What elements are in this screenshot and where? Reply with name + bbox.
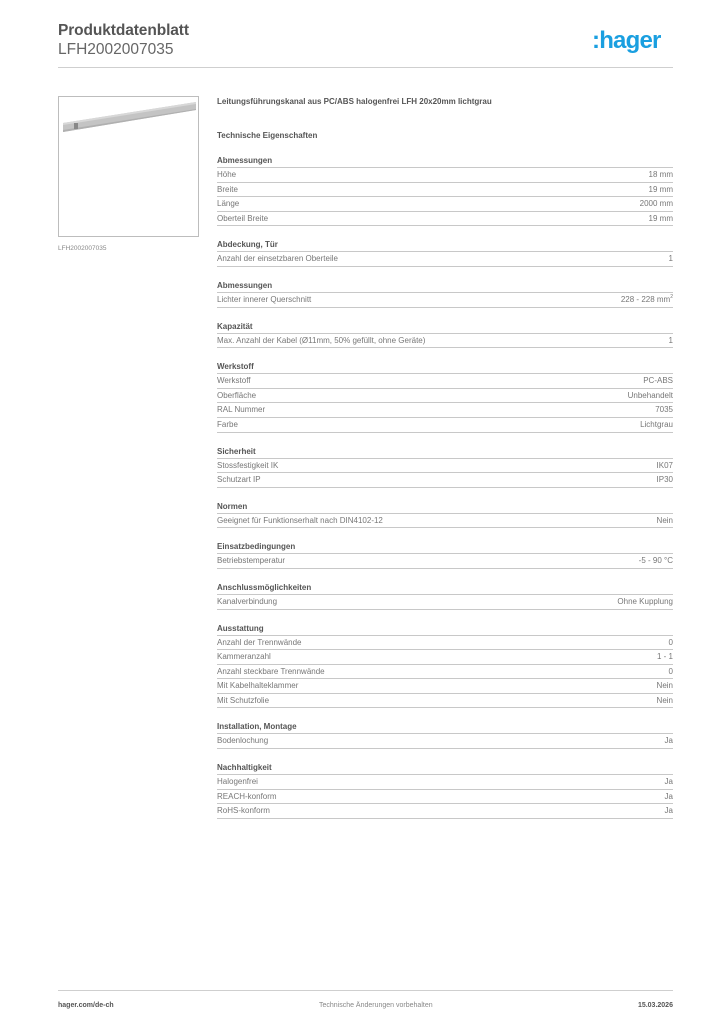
property-value (639, 554, 673, 568)
property-value (649, 212, 673, 226)
property-label: Betriebstemperatur (217, 556, 286, 566)
property-value (628, 389, 673, 403)
disclaimer: Technische Änderungen vorbehalten (318, 1001, 433, 1009)
property-row (217, 252, 673, 267)
property-label: Mit Schutzfolie (217, 695, 270, 705)
property-value (657, 473, 673, 487)
property-value (649, 168, 673, 182)
property-value-text: Unbehandelt (627, 390, 673, 400)
property-row (217, 374, 673, 389)
property-value (665, 804, 673, 818)
property-value (640, 197, 673, 211)
property-row (217, 197, 673, 212)
property-row (217, 212, 673, 227)
section-title: Abmessungen (217, 280, 673, 293)
property-section (217, 582, 673, 610)
section-title: Abdeckung, Tür (217, 239, 673, 252)
property-label: Mit Kabelhalteklammer (217, 681, 299, 691)
property-value-text: 0 (668, 637, 673, 647)
property-row (217, 734, 673, 749)
property-row (217, 804, 673, 819)
property-value (655, 403, 673, 417)
property-row (217, 636, 673, 651)
property-row (217, 168, 673, 183)
document-header (58, 22, 189, 59)
property-section (217, 623, 673, 709)
property-row (217, 790, 673, 805)
header-divider (58, 67, 673, 68)
property-row (217, 679, 673, 694)
property-value-text: 2000 mm (639, 199, 673, 209)
property-row (217, 650, 673, 665)
property-value-text: Nein (656, 515, 673, 525)
property-value (657, 650, 673, 664)
property-value-text: Ja (664, 806, 673, 816)
property-value (643, 374, 673, 388)
article-number: LFH2002007035 (58, 41, 174, 58)
property-label: Schutzart IP (217, 475, 261, 485)
property-value-text: 1 (668, 335, 673, 345)
property-section (217, 155, 673, 226)
property-value (649, 183, 673, 197)
section-title: Einsatzbedingungen (217, 541, 673, 554)
section-title: Abmessungen (217, 155, 673, 168)
property-row (217, 418, 673, 433)
property-value (665, 790, 673, 804)
property-label: Oberteil Breite (217, 213, 269, 223)
property-label: RAL Nummer (217, 405, 266, 415)
cable-duct-illustration-icon (59, 97, 198, 236)
property-row (217, 293, 673, 308)
property-row (217, 775, 673, 790)
product-image (58, 96, 199, 237)
website-link[interactable]: hager.com/de-ch (58, 1001, 114, 1009)
property-value-text: 18 mm (648, 170, 673, 179)
property-value (669, 665, 673, 679)
property-value-text: PC-ABS (643, 376, 673, 386)
property-row (217, 514, 673, 529)
property-value-text: Ja (664, 736, 673, 746)
unit-superscript: 2 (670, 293, 673, 300)
property-label: REACH-konform (217, 791, 277, 801)
property-section (217, 280, 673, 308)
property-value-text: 1 (668, 254, 673, 264)
property-row (217, 473, 673, 488)
property-row (217, 665, 673, 680)
property-label: Werkstoff (217, 376, 251, 386)
property-value (657, 694, 673, 708)
property-value-text: -5 - 90 °C (638, 556, 673, 566)
section-title: Nachhaltigkeit (217, 762, 673, 775)
technical-properties-heading: Technische Eigenschaften (217, 131, 318, 140)
property-value-text: Nein (656, 695, 673, 705)
property-value-text: IP30 (656, 475, 673, 485)
property-value (669, 334, 673, 348)
product-description: Leitungsführungskanal aus PC/ABS halogenfrei LFH 20x20mm lichtgrau (217, 97, 492, 106)
property-label: Halogenfrei (217, 777, 258, 787)
section-title: Installation, Montage (217, 721, 673, 734)
property-row (217, 183, 673, 198)
document-date: 15.03.2026 (637, 1001, 673, 1009)
section-title: Sicherheit (217, 446, 673, 459)
property-label: Anzahl der einsetzbaren Oberteile (217, 254, 338, 264)
property-section (217, 239, 673, 267)
property-section (217, 541, 673, 569)
property-label: Kanalverbindung (217, 596, 278, 606)
section-title: Ausstattung (217, 623, 673, 636)
property-value-text: Ohne Kupplung (617, 596, 673, 606)
property-label: Anzahl der Trennwände (217, 637, 302, 647)
property-label: Oberfläche (217, 390, 257, 400)
property-row (217, 595, 673, 610)
property-value (669, 252, 673, 266)
property-label: Max. Anzahl der Kabel (Ø11mm, 50% gefüllt, ohne Geräte) (217, 335, 426, 345)
property-value-text: Lichtgrau (640, 419, 673, 429)
property-label: Bodenlochung (217, 736, 269, 746)
property-label: RoHS-konform (217, 806, 270, 816)
property-value-text: 228 - 228 mm (620, 294, 671, 304)
property-value-text: Nein (656, 681, 673, 691)
property-value-text: Ja (664, 777, 673, 787)
section-title: Normen (217, 501, 673, 514)
section-title: Werkstoff (217, 361, 673, 374)
property-value (621, 293, 673, 307)
property-value (617, 595, 673, 609)
property-label: Stossfestigkeit IK (217, 460, 279, 470)
property-value (657, 679, 673, 693)
section-title: Anschlussmöglichkeiten (217, 582, 673, 595)
property-value-text: 19 mm (648, 213, 673, 223)
property-label: Länge (217, 199, 240, 209)
property-value-text: Ja (664, 791, 673, 801)
property-value-text: 0 (668, 666, 673, 676)
property-value-text: IK07 (656, 460, 673, 470)
property-value-text: 7035 (655, 405, 673, 415)
property-row (217, 403, 673, 418)
property-sections (217, 155, 673, 819)
property-value (640, 418, 673, 432)
property-section (217, 321, 673, 349)
property-row (217, 694, 673, 709)
property-value-text: 1 - 1 (656, 652, 673, 662)
hager-logo: :hager (592, 27, 661, 54)
image-caption: LFH2002007035 (58, 245, 107, 252)
document-title: Produktdatenblatt (58, 22, 189, 39)
property-label: Breite (217, 184, 238, 194)
property-section (217, 446, 673, 488)
property-label: Geeignet für Funktionserhalt nach DIN4102-12 (217, 515, 383, 525)
property-label: Höhe (217, 170, 237, 179)
property-section (217, 501, 673, 529)
property-section (217, 721, 673, 749)
property-value (657, 459, 673, 473)
property-row (217, 554, 673, 569)
property-label: Kammeranzahl (217, 652, 271, 662)
property-value (657, 514, 673, 528)
property-label: Lichter innerer Querschnitt (217, 294, 312, 304)
property-row (217, 334, 673, 349)
datasheet-content (217, 96, 673, 819)
property-label: Farbe (217, 419, 238, 429)
property-row (217, 389, 673, 404)
property-value (665, 775, 673, 789)
property-section (217, 361, 673, 432)
footer-divider (58, 990, 673, 991)
property-row (217, 459, 673, 474)
property-value-text: 19 mm (648, 184, 673, 194)
page-footer (58, 999, 673, 1011)
property-value (665, 734, 673, 748)
property-section (217, 762, 673, 819)
property-value (669, 636, 673, 650)
property-label: Anzahl steckbare Trennwände (217, 666, 325, 676)
section-title: Kapazität (217, 321, 673, 334)
